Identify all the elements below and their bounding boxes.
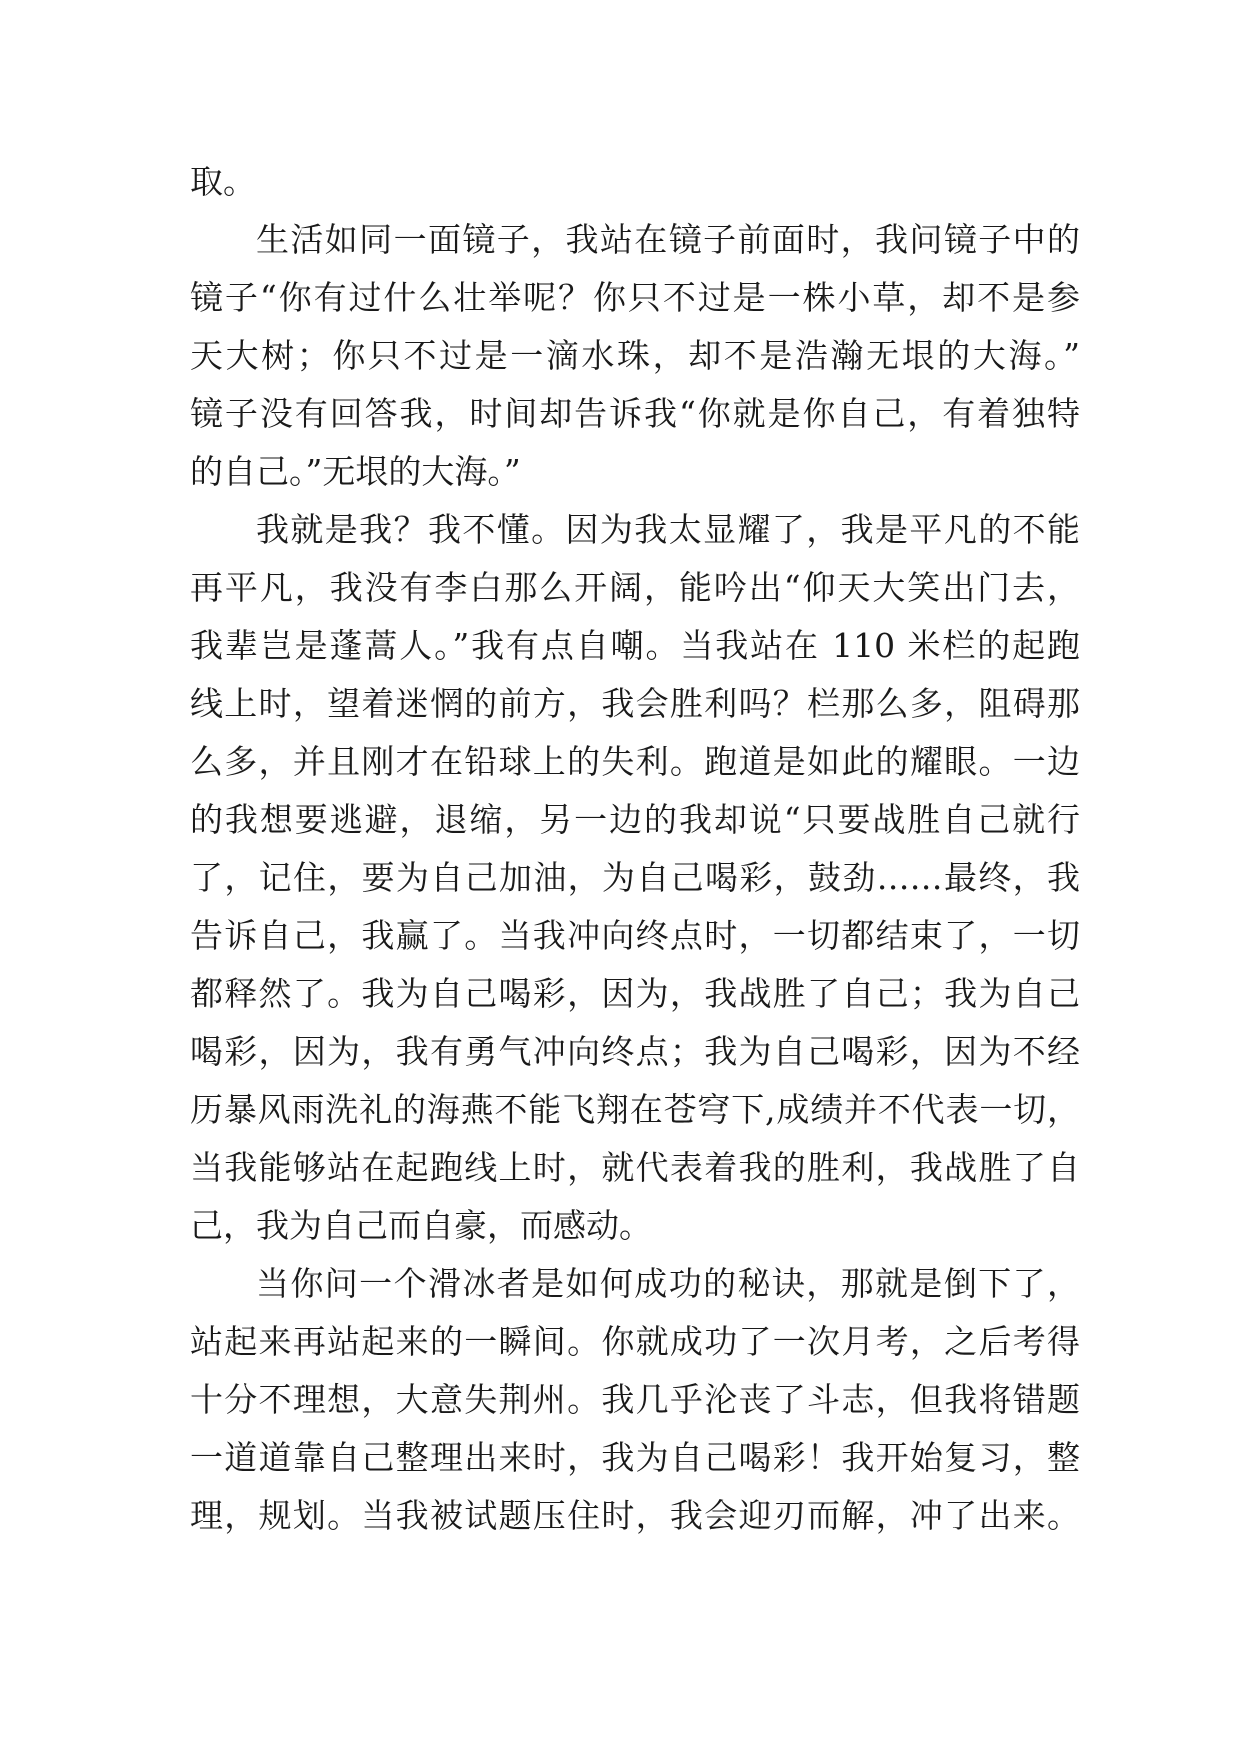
text-line: 告诉自己，我赢了。当我冲向终点时，一切都结束了，一切 bbox=[190, 916, 1080, 955]
text-line: 线上时，望着迷惘的前方，我会胜利吗？栏那么多，阻碍那 bbox=[190, 684, 1080, 723]
text-line: 我辈岂是蓬蒿人。”我有点自嘲。当我站在 110 米栏的起跑 bbox=[190, 626, 1080, 665]
text-line: 都释然了。我为自己喝彩，因为，我战胜了自己；我为自己 bbox=[190, 974, 1080, 1013]
text-line: 天大树；你只不过是一滴水珠，却不是浩瀚无垠的大海。” bbox=[190, 336, 1080, 375]
text-line: 十分不理想，大意失荆州。我几乎沦丧了斗志，但我将错题 bbox=[190, 1380, 1080, 1419]
text-line: 一道道靠自己整理出来时，我为自己喝彩！我开始复习，整 bbox=[190, 1438, 1080, 1477]
text-line: 再平凡，我没有李白那么开阔，能吟出“仰天大笑出门去， bbox=[190, 568, 1080, 607]
text-line: 了，记住，要为自己加油，为自己喝彩，鼓劲……最终，我 bbox=[190, 858, 1080, 897]
text-line: 历暴风雨洗礼的海燕不能飞翔在苍穹下,成绩并不代表一切， bbox=[190, 1090, 1080, 1129]
text-line: 当我能够站在起跑线上时，就代表着我的胜利，我战胜了自 bbox=[190, 1148, 1080, 1187]
text-line: 么多，并且刚才在铅球上的失利。跑道是如此的耀眼。一边 bbox=[190, 742, 1080, 781]
paragraph-start-line: 生活如同一面镜子，我站在镜子前面时，我问镜子中的 bbox=[256, 220, 1080, 259]
text-line: 理，规划。当我被试题压住时，我会迎刃而解，冲了出来。 bbox=[190, 1496, 1080, 1535]
text-line: 镜子“你有过什么壮举呢？你只不过是一株小草，却不是参 bbox=[190, 278, 1080, 317]
text-line: 己，我为自己而自豪，而感动。 bbox=[190, 1206, 652, 1245]
text-line: 的自己。”无垠的大海。” bbox=[190, 452, 521, 491]
essay-body bbox=[190, 153, 1080, 1545]
text-line: 的我想要逃避，退缩，另一边的我却说“只要战胜自己就行 bbox=[190, 800, 1080, 839]
text-line: 取。 bbox=[190, 162, 256, 201]
paragraph-start-line: 当你问一个滑冰者是如何成功的秘诀，那就是倒下了， bbox=[256, 1264, 1080, 1303]
text-line: 喝彩，因为，我有勇气冲向终点；我为自己喝彩，因为不经 bbox=[190, 1032, 1080, 1071]
paragraph-start-line: 我就是我？我不懂。因为我太显耀了，我是平凡的不能 bbox=[256, 510, 1080, 549]
text-line: 镜子没有回答我，时间却告诉我“你就是你自己，有着独特 bbox=[190, 394, 1080, 433]
text-line: 站起来再站起来的一瞬间。你就成功了一次月考，之后考得 bbox=[190, 1322, 1080, 1361]
